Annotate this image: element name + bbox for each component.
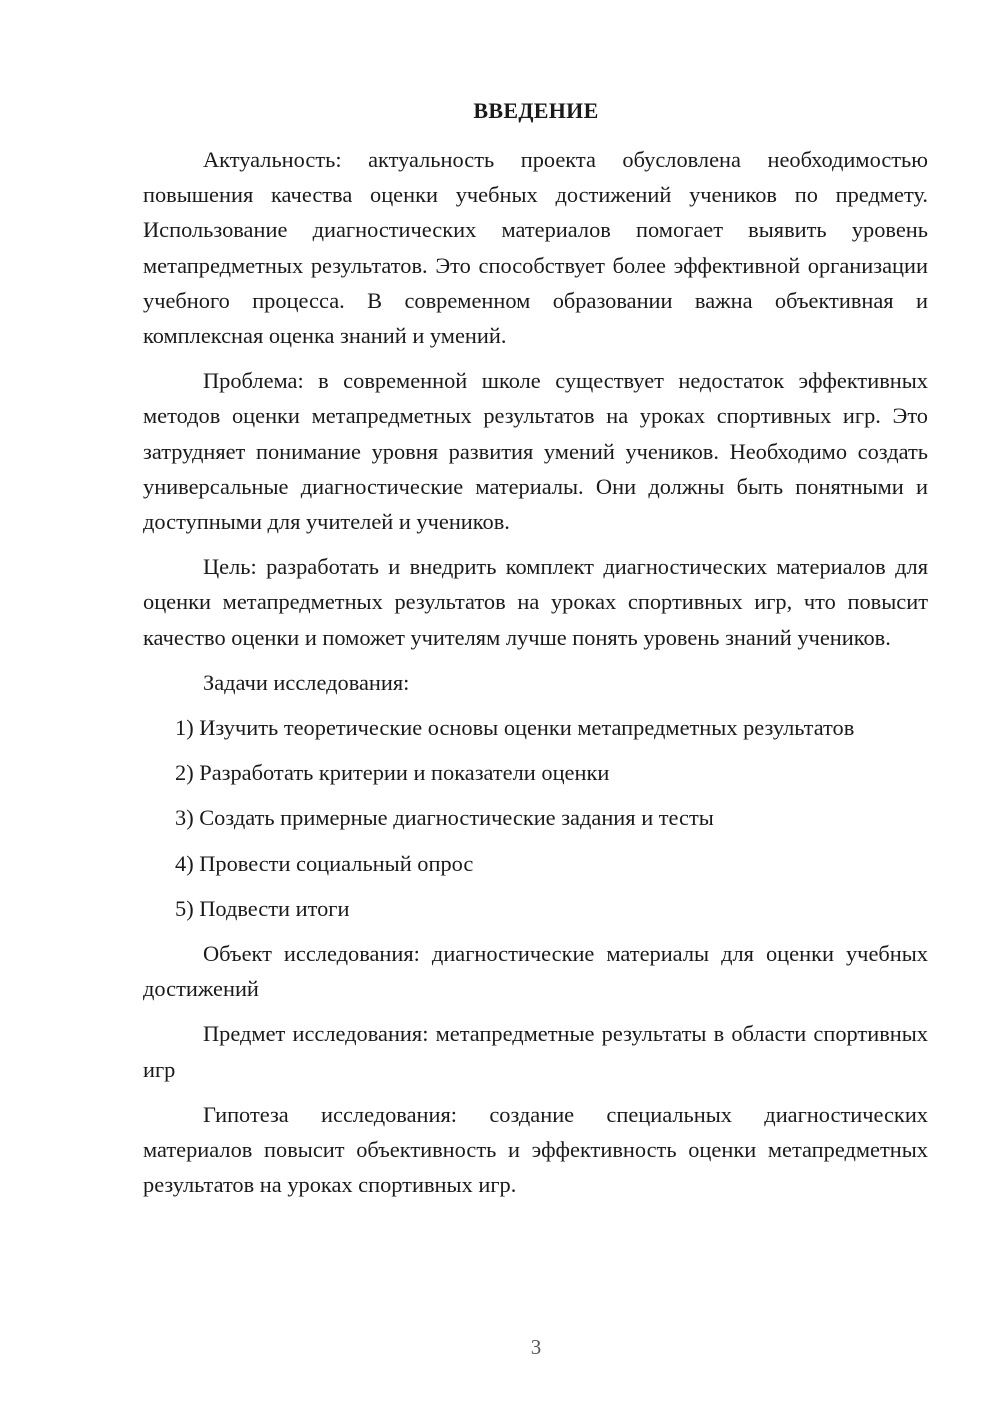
paragraph-subject: Предмет исследования: метапредметные результаты в области спортивных игр [143,1021,928,1082]
list-item: 3) Создать примерные диагностические задания и тесты [175,805,714,831]
tasks-label: Задачи исследования: [203,669,410,695]
tasks-list [143,710,928,926]
document-body [143,142,928,1212]
page-number: 3 [530,1335,542,1359]
paragraph-goal: Цель: разработать и внедрить комплект диагностических материалов для оценки метапредметных результатов на уроках спортивных игр, что повысит качество оценки и поможет учителям лучше понять уровень знаний учеников. [143,554,928,650]
paragraph-problem: Проблема: в современной школе существует недостаток эффективных методов оценки метапредметных результатов на уроках спортивных игр. Это затрудняет понимание уровня развития умений учеников. Необходимо создать универсальные диагностические материалы. Они должны быть понятными и доступными для учителей и учеников. [143,368,928,535]
list-item: 2) Разработать критерии и показатели оценки [175,760,610,786]
list-item: 5) Подвести итоги [175,895,350,921]
page-title: ВВЕДЕНИЕ [473,98,599,123]
paragraph-relevance: Актуальность: актуальность проекта обусловлена необходимостью повышения качества оценки учебных достижений учеников по предмету. Использование диагностических материалов помогает выявить уровень метапредметных результатов. Это способствует более эффективной организации учебного процесса. В современном образовании важна объективная и комплексная оценка знаний и умений. [143,147,928,349]
list-item: 4) Провести социальный опрос [175,850,474,876]
paragraph-object: Объект исследования: диагностические материалы для оценки учебных достижений [143,941,928,1002]
list-item: 1) Изучить теоретические основы оценки метапредметных результатов [175,715,855,741]
paragraph-hypothesis: Гипотеза исследования: создание специальных диагностических материалов повысит объективность и эффективность оценки метапредметных результатов на уроках спортивных игр. [143,1101,928,1198]
